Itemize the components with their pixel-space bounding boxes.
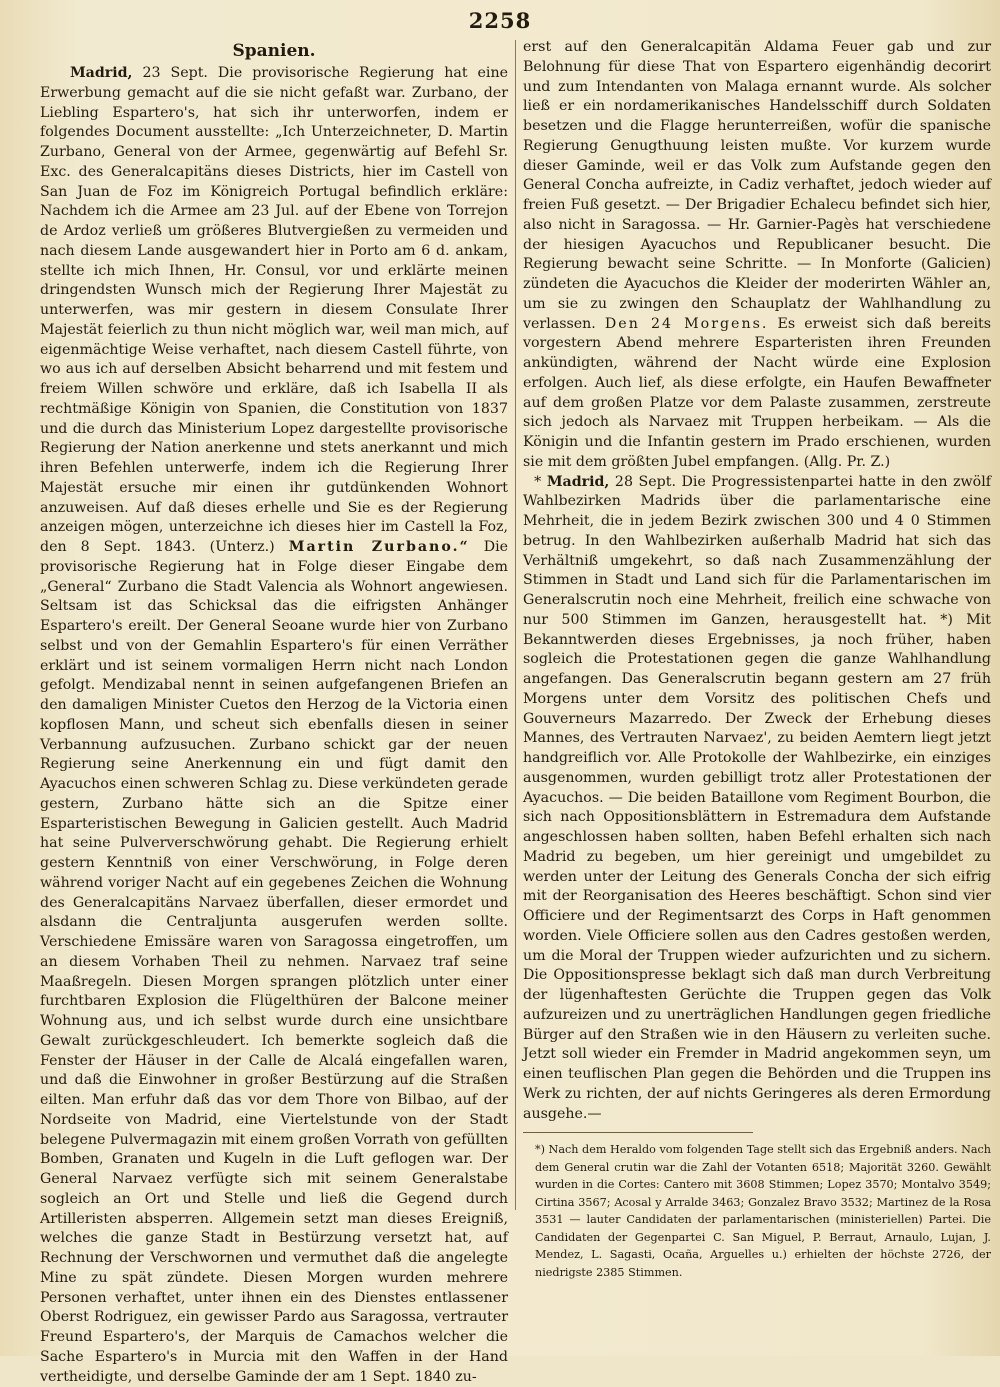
left-column: [40, 40, 508, 1387]
article-text: 28 Sept. Die Progressistenpartei hatte in den zwölf Wahlbezirken Madrids über die parlamentarische eine Mehrheit, die in jedem Bezirk zwischen 300 und 4 0 Stimmen betrug. In den Wahlbezirken außerhalb Madrid hat sich das Verhältniß umgekehrt, so daß nach Zusammenzählung der Stimmen in Stadt und Land sich für die Parlamentarischen im Generalscrutin noch eine Mehrheit, freilich eine schwache von nur 500 Stimmen im Ganzen, herausgestellt hat. *) Mit Bekanntwerden dieses Ergebnisses, ja noch früher, haben sogleich die Protestationen gegen die ganze Wahlhandlung angefangen. Das Generalscrutin begann gestern am 27 früh Morgens unter dem Vorsitz des politischen Chefs und Gouverneurs Mazarredo. Der Zweck der Erhebung dieses Mannes, des Vertrauten Narvaez', zu beiden Aemtern liegt jetzt handgreiflich vor. Alle Protokolle der Wahlbezirke, ein einziges ausgenommen, wurden gebilligt trotz aller Protestationen der Ayacuchos. — Die beiden Bataillone vom Regiment Bourbon, die sich nach Oppositionsblättern in Estremadura dem Aufstande angeschlossen haben sollten, haben Befehl erhalten sich nach Madrid zu begeben, um hier gereinigt und umgebildet zu werden unter der Leitung des Generals Concha der sich eifrig mit der Reorganisation des Heeres beschäftigt. Schon sind vier Officiere und der Regimentsarzt des Corps in Haft genommen worden. Viele Officiere sollen aus den Cadres gestoßen werden, um die Moral der Truppen wieder aufzurichten und zu sichern. Die Oppositionspresse beklagt sich daß man durch Verbreitung der lügenhaftesten Gerüchte die Truppen gegen das Volk aufzureizen und zu unerträglichen Handlungen gegen friedliche Bürger auf den Straßen wie in den Häusern zu verleiten suche. Jetzt soll wieder ein Fremder in Madrid angekommen seyn, um einen teuflischen Plan gegen die Behörden und die Truppen ins Werk zu richten, der auf nichts Geringeres als deren Ermordung ausgehe.—: [523, 473, 991, 1122]
article-text: Die provisorische Regierung hat in Folge dieser Eingabe dem „General“ Zurbano die Stadt Valencia als Wohnort angewiesen. Seltsam ist das Schicksal das die eifrigsten Anhänger Espartero's ereilt. Der General Seoane wurde hier von Zurbano selbst und von der Gemahlin Espartero's für einen Verräther erklärt und ist seinem vormaligen Herrn nicht nach London gefolgt. Mendizabal nennt in seinen aufgefangenen Briefen an den damaligen Minister Cuetos den Herzog de la Victoria einen kopflosen Mann, und scheut sich ebenfalls diesen in seiner Verbannung aufzusuchen. Zurbano schickt gar der neuen Regierung seine Anerkennung ein und fügt damit den Ayacuchos einen schweren Schlag zu. Diese verkündeten gerade gestern, Zurbano hätte sich an die Spitze einer Esparteristischen Bewegung in Galicien gestellt. Auch Madrid hat seine Pulververschwörung gehabt. Die Regierung erhielt gestern Kenntniß von einer Verschwörung, in Folge deren während voriger Nacht auf ein gegebenes Zeichen die Wohnung des Generalcapitäns Narvaez überfallen, dieser ermordet und alsdann die Centraljunta ausgerufen werden sollte. Verschiedene Emissäre waren von Saragossa eingetroffen, um an diesem Vorhaben Theil zu nehmen. Narvaez traf seine Maaßregeln. Diesen Morgen sprangen plötzlich unter einer furchtbaren Explosion die Flügelthüren der Balcone meiner Wohnung aus, und ich selbst wurde durch eine unsichtbare Gewalt zurückgeschleudert. Ich bemerkte sogleich daß die Fenster der Häuser in der Calle de Alcalá eingefallen waren, und daß die Einwohner in großer Bestürzung auf die Straßen eilten. Man erfuhr daß das vor dem Thore von Bilbao, auf der Nordseite von Madrid, eine Viertelstunde von der Stadt belegene Pulvermagazin mit einem großen Vorrath von gefüllten Bomben, Granaten und Kugeln in die Luft geflogen war. Der General Narvaez verfügte sich mit seinem Generalstabe sogleich an Ort und Stelle und ließ die Gegend durch Artilleristen absperren. Allgemein setzt man dieses Ereigniß, welches die ganze Stadt in Bestürzung versetzt hat, auf Rechnung der Verschwornen und vermuthet daß die angelegte Mine zu spät zündete. Diesen Morgen wurden mehrere Personen verhaftet, unter ihnen ein des Dienstes entlassener Oberst Rodriguez, ein gewisser Pardo aus Saragossa, vertrauter Freund Espartero's, der Marquis de Camachos welcher die Sache Espartero's in Murcia mit den Waffen in der Hand vertheidigte, und derselbe Gaminde der am 1 Sept. 1840 zu-: [40, 539, 508, 1385]
star-marker: *: [534, 473, 547, 490]
column-divider: [515, 40, 516, 1210]
page-number: 2258: [468, 8, 532, 33]
signature: Martin Zurbano.“: [288, 539, 470, 555]
footnote-rule: [523, 1132, 753, 1133]
right-column: [523, 38, 991, 1281]
footnote: *) Nach dem Heraldo vom folgenden Tage stellt sich das Ergebniß anders. Nach dem General crutin war die Zahl der Votanten 6518; Majorität 3260. Gewählt wurden in die Cortes: Cantero mit 3608 Stimmen; Lopez 3570; Montalvo 3549; Cirtina 3567; Acosal y Arralde 3463; Gonzalez Bravo 3532; Martinez de la Rosa 3531 — lauter Candidaten der parlamentarischen (ministeriellen) Partei. Die Candidaten der Gegenpartei C. San Miguel, P. Berraut, Arnaulo, Lujan, J. Mendez, L. Sagasti, Ocaña, Arguelles u.) erhielten der höchste 2726, der niedrigste 2385 Stimmen.: [535, 1143, 991, 1279]
article-madrid-28-sept: [523, 473, 991, 1125]
article-text: erst auf den Generalcapitän Aldama Feuer gab und zur Belohnung für diese That von Espartero eigenhändig decorirt und zum Intendanten von Malaga ernannt wurde. Als solcher ließ er ein nordamerikanisches Handelsschiff durch Soldaten besetzen und die Flagge herunterreißen, wofür die spanische Regierung Genugthuung leisten mußte. Vor kurzem wurde dieser Gaminde, weil er das Volk zum Aufstande gegen den General Concha aufreizte, in Cadiz verhaftet, jedoch wieder auf freien Fuß gesetzt. — Der Brigadier Echalecu befindet sich hier, also nicht in Saragossa. — Hr. Garnier-Pagès hat verschiedene der hiesigen Ayacuchos und Republicaner besucht. Die Regierung bewacht seine Schritte. — In Monforte (Galicien) zündeten die Ayacuchos die Kleider der moderirten Wähler an, um sie zu zwingen den Schauplatz der Wahlhandlung zu verlassen.: [523, 39, 991, 332]
article-text: Es erweist sich daß bereits vorgestern Abend mehrere Esparteristen ihren Freunden ankündigten, während der Nacht würde eine Explosion erfolgen. Auch lief, als diese erfolgte, ein Haufen Bewaffneter auf dem großen Platze vor dem Palaste zusammen, zerstreute sich jedoch als Narvaez mit Truppen herbeikam. — Als die Königin und die Infantin gestern im Prado erschienen, wurden sie mit dem größten Jubel empfangen. (Allg. Pr. Z.): [523, 315, 991, 470]
article-text: 23 Sept. Die provisorische Regierung hat eine Erwerbung gemacht auf die sie nicht gefaßt war. Zurbano, der Liebling Espartero's, hat sich ihr unterworfen, indem er folgendes Document ausstellte: „Ich Unterzeichneter, D. Martin Zurbano, General von der Armee, gegenwärtig auf Befehl Sr. Exc. des Generalcapitäns dieses Districts, hier im Castell von San Juan de Foz im Königreich Portugal befindlich erkläre: Nachdem ich die Armee am 23 Jul. auf der Ebene von Torrejon de Ardoz verließ um größeres Blutvergießen zu vermeiden und nach diesem Lande ausgewandert hier in Porto am 6 d. ankam, stellte ich mich Ihnen, Hr. Consul, vor und erklärte meinen dringendsten Wunsch mich der Regierung Ihrer Majestät zu unterwerfen, was mir gestern in diesem Consulate Ihrer Majestät feierlich zu thun nicht möglich war, weil man mich, auf eigenmächtige Weise verhaftet, nach diesem Castell führte, von wo aus ich auf derselben Absicht beharrend und mit festem und freiem Willen schwöre und erkläre, daß ich Isabella II als rechtmäßige Königin von Spanien, die Constitution von 1837 und die durch das Ministerium Lopez dargestellte provisorische Regierung der Nation anerkenne und stets anerkannt und mich ihren Befehlen unterwerfe, indem ich die Regierung Ihrer Majestät ersuche mir einen ihr gutdünkenden Wohnort anzuweisen. Auf daß dieses erhelle und Sie es der Regierung anzeigen mögen, unterzeichne ich dieses hier im Castell la Foz, den 8 Sept. 1843. (Unterz.): [40, 65, 509, 555]
dateline-madrid-23-sept: Madrid,: [69, 65, 133, 81]
subheading-morgens: Den 24 Morgens.: [604, 315, 769, 332]
dateline-madrid-28-sept: Madrid,: [546, 473, 610, 490]
article-zurbano: [40, 64, 508, 1387]
section-heading: Spanien.: [232, 41, 316, 61]
article-continuation: [523, 38, 991, 473]
